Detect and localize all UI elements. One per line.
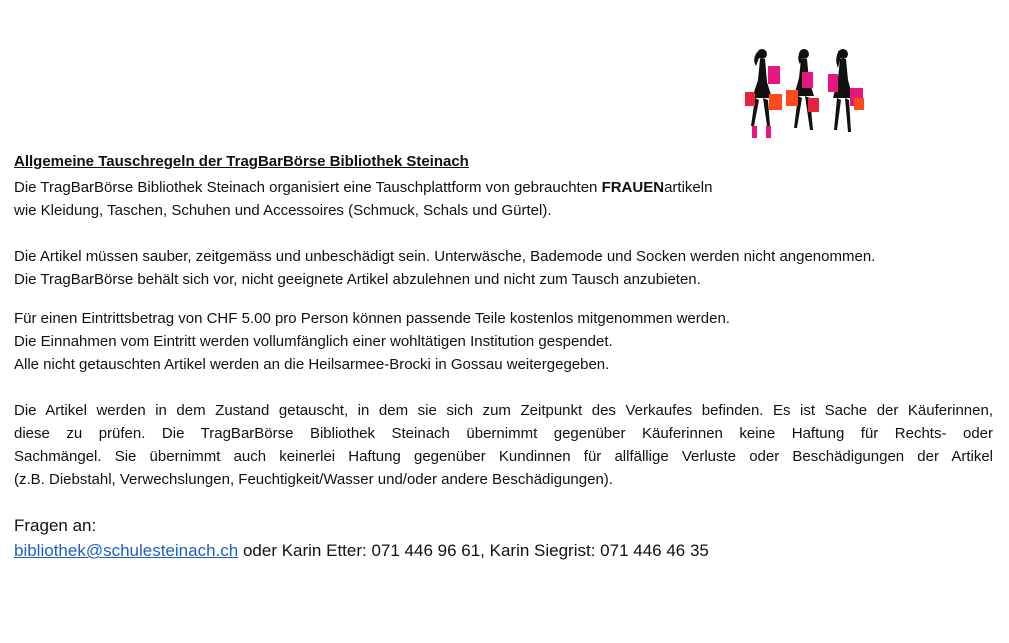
contact-section	[14, 513, 709, 563]
intro-line-2: wie Kleidung, Taschen, Schuhen und Accessoires (Schmuck, Schals und Gürtel).	[14, 202, 552, 219]
liability-line-2: diese zu prüfen. Die TragBarBörse Bibliothek Steinach übernimmt gegenüber Käuferinnen keine Haftung für Rechts- oder	[14, 425, 993, 442]
liability-line-4: (z.B. Diebstahl, Verwechslungen, Feuchtigkeit/Wasser und/oder andere Beschädigungen).	[14, 471, 613, 488]
woman-2	[786, 49, 819, 130]
rules-line-2: Die TragBarBörse behält sich vor, nicht geeignete Artikel abzulehnen und nicht zum Tausch anzubieten.	[14, 271, 701, 288]
fee-line-1: Für einen Eintrittsbetrag von CHF 5.00 pro Person können passende Teile kostenlos mitgenommen werden.	[14, 310, 730, 327]
contact-heading: Fragen an:	[14, 516, 97, 535]
fee-line-2: Die Einnahmen vom Eintritt werden vollumfänglich einer wohltätigen Institution gespendet.	[14, 333, 613, 350]
intro-line-1-text: Die TragBarBörse Bibliothek Steinach organisiert eine Tauschplattform von gebrauchten	[14, 179, 602, 196]
intro-paragraph	[14, 176, 712, 222]
contact-line	[14, 538, 709, 563]
fee-paragraph	[14, 307, 730, 376]
rules-line-1: Die Artikel müssen sauber, zeitgemäss und unbeschädigt sein. Unterwäsche, Bademode und Socken werden nicht angenommen.	[14, 248, 876, 265]
shopping-women-silhouettes-icon	[742, 44, 872, 148]
liability-line-3: Sachmängel. Sie übernimmt auch keinerlei Haftung gegenüber Kundinnen für allfällige Verluste oder Beschädigungen der Artikel	[14, 448, 993, 465]
liability-paragraph	[14, 399, 993, 491]
woman-1	[745, 49, 782, 138]
intro-line-1	[14, 176, 712, 199]
intro-line-1-bold: FRAUEN	[601, 179, 665, 196]
document-title: Allgemeine Tauschregeln der TragBarBörse Bibliothek Steinach	[14, 153, 469, 170]
fee-line-3: Alle nicht getauschten Artikel werden an die Heilsarmee-Brocki in Gossau weitergegeben.	[14, 356, 610, 373]
woman-3	[828, 49, 864, 132]
contact-persons: oder Karin Etter: 071 446 96 61, Karin Siegrist: 071 446 46 35	[238, 541, 709, 560]
liability-line-1: Die Artikel werden in dem Zustand getauscht, in dem sie sich zum Zeitpunkt des Verkaufes befinden. Es ist Sache der Käuferinnen,	[14, 402, 993, 419]
intro-line-1-suffix: artikeln	[664, 179, 713, 196]
email-link[interactable]: bibliothek@schulesteinach.ch	[14, 541, 239, 560]
rules-paragraph	[14, 245, 875, 291]
